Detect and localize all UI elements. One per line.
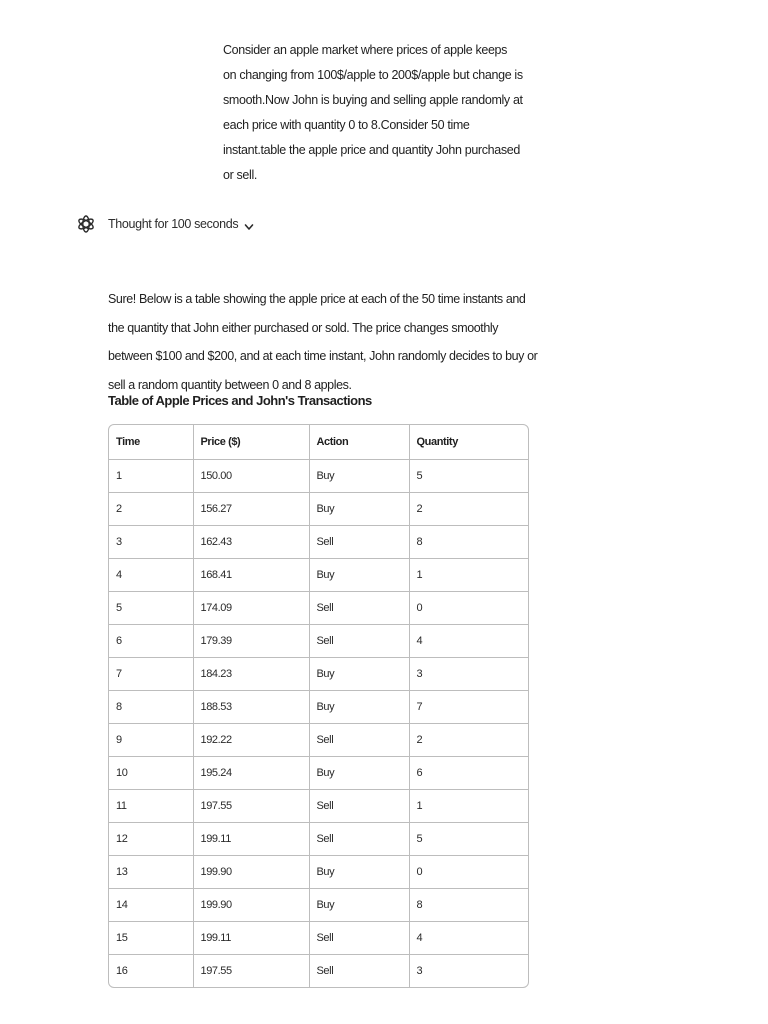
cell-price: 179.39: [193, 624, 309, 657]
cell-time: 15: [109, 921, 193, 954]
table-row: [109, 888, 529, 921]
openai-logo-icon: [76, 214, 96, 234]
cell-time: 14: [109, 888, 193, 921]
table-row: [109, 855, 529, 888]
cell-action: Sell: [309, 789, 409, 822]
cell-quantity: 4: [409, 921, 529, 954]
cell-time: 4: [109, 558, 193, 591]
thought-label: Thought for 100 seconds: [108, 217, 239, 231]
cell-action: Sell: [309, 723, 409, 756]
cell-action: Buy: [309, 657, 409, 690]
cell-price: 162.43: [193, 525, 309, 558]
table-row: [109, 657, 529, 690]
table-row: [109, 591, 529, 624]
column-header-quantity: Quantity: [409, 425, 529, 459]
cell-quantity: 2: [409, 723, 529, 756]
cell-quantity: 0: [409, 855, 529, 888]
cell-price: 195.24: [193, 756, 309, 789]
cell-action: Buy: [309, 558, 409, 591]
cell-quantity: 5: [409, 822, 529, 855]
cell-time: 10: [109, 756, 193, 789]
column-header-price: Price ($): [193, 425, 309, 459]
cell-time: 3: [109, 525, 193, 558]
cell-quantity: 5: [409, 459, 529, 492]
cell-action: Buy: [309, 756, 409, 789]
cell-action: Buy: [309, 492, 409, 525]
cell-price: 188.53: [193, 690, 309, 723]
cell-quantity: 4: [409, 624, 529, 657]
cell-price: 174.09: [193, 591, 309, 624]
cell-price: 168.41: [193, 558, 309, 591]
cell-quantity: 8: [409, 888, 529, 921]
cell-action: Sell: [309, 954, 409, 987]
cell-action: Sell: [309, 921, 409, 954]
cell-quantity: 1: [409, 558, 529, 591]
chevron-down-icon: [244, 219, 254, 229]
answer-intro: Sure! Below is a table showing the apple price at each of the 50 time instants and the quantity that John either purchased or sold. The price changes smoothly between $100 and $200, and at each time instant, John randomly decides to buy or sell a random quantity between 0 and 8 apples.: [108, 292, 538, 392]
cell-price: 199.90: [193, 855, 309, 888]
cell-price: 184.23: [193, 657, 309, 690]
cell-price: 156.27: [193, 492, 309, 525]
cell-quantity: 6: [409, 756, 529, 789]
table-row: [109, 492, 529, 525]
user-message: Consider an apple market where prices of apple keeps on changing from 100$/apple to 200$/apple but change is smooth.Now John is buying and selling apple randomly at each price with quantity 0 to 8.Consider 50 time instant.table the apple price and quantity John purchased or sell.: [223, 43, 523, 182]
cell-quantity: 0: [409, 591, 529, 624]
cell-time: 7: [109, 657, 193, 690]
cell-action: Buy: [309, 459, 409, 492]
cell-action: Sell: [309, 822, 409, 855]
cell-time: 12: [109, 822, 193, 855]
cell-action: Buy: [309, 855, 409, 888]
cell-time: 13: [109, 855, 193, 888]
table-row: [109, 624, 529, 657]
cell-action: Sell: [309, 591, 409, 624]
cell-time: 8: [109, 690, 193, 723]
cell-time: 5: [109, 591, 193, 624]
cell-quantity: 7: [409, 690, 529, 723]
cell-time: 2: [109, 492, 193, 525]
cell-time: 6: [109, 624, 193, 657]
cell-price: 199.11: [193, 921, 309, 954]
table-row: [109, 789, 529, 822]
cell-price: 199.11: [193, 822, 309, 855]
cell-time: 9: [109, 723, 193, 756]
table-row: [109, 525, 529, 558]
cell-action: Buy: [309, 888, 409, 921]
cell-time: 16: [109, 954, 193, 987]
cell-quantity: 3: [416, 964, 423, 977]
table-row: [109, 921, 529, 954]
table-header-row: [109, 425, 529, 459]
cell-quantity: 1: [409, 789, 529, 822]
cell-quantity: 2: [409, 492, 529, 525]
cell-action: Sell: [309, 525, 409, 558]
transactions-table: [108, 424, 529, 988]
table-row: [109, 954, 529, 987]
table-row: [109, 459, 529, 492]
cell-time: 1: [109, 459, 193, 492]
table-row: [109, 723, 529, 756]
cell-action: Sell: [309, 624, 409, 657]
cell-price: 197.55: [193, 954, 309, 987]
cell-price: 150.00: [193, 459, 309, 492]
column-header-time: Time: [109, 425, 193, 459]
table-row: [109, 822, 529, 855]
cell-price: 192.22: [193, 723, 309, 756]
cell-action: Buy: [309, 690, 409, 723]
cell-price: 197.55: [193, 789, 309, 822]
table-row: [109, 690, 529, 723]
thought-toggle[interactable]: [76, 212, 254, 236]
table-row: [109, 558, 529, 591]
cell-quantity: 8: [409, 525, 529, 558]
table-row: [109, 756, 529, 789]
cell-price: 199.90: [193, 888, 309, 921]
table-heading: Table of Apple Prices and John's Transactions: [108, 393, 372, 408]
cell-time: 11: [109, 789, 193, 822]
cell-quantity: 3: [409, 657, 529, 690]
column-header-action: Action: [309, 425, 409, 459]
